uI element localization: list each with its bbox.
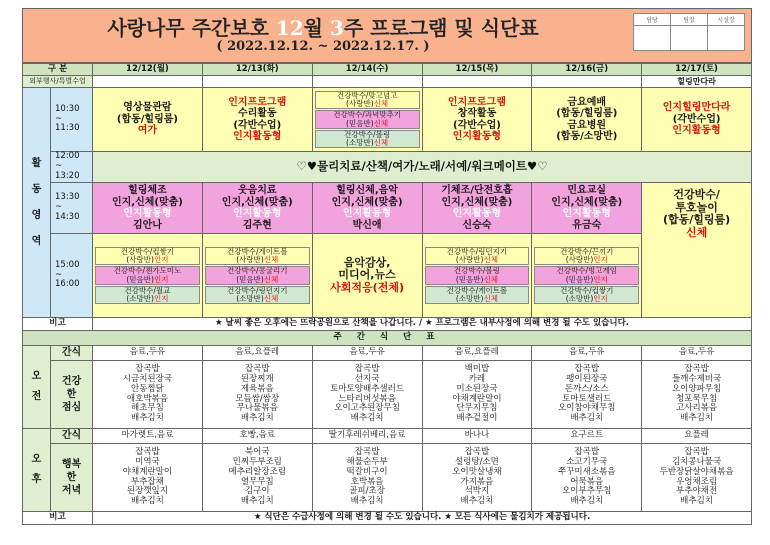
s1-wed-a: 건강박수/맞고넘고 (사랑반)신체 [315,91,420,110]
s3-tue: 웃음치료 인지,신체(맞춤) 인지활동형 김주현 [202,183,312,234]
s1-wed-c: 건강박수/볼링 (소망반)신체 [315,130,420,149]
s4-tue: 건강박수/게이트볼 (사랑반)신체 건강박수/콩굴리기 (믿음반)신체 건강박수/링던지기 (소망반)신체 [202,234,312,318]
s1-sat: 인지힐링만다라 (각반수업) 인지활동형 [642,88,752,152]
dinner-row: 행복 한 저녁 잡곡밥 미역국 야채계란말이 부추잡채 된장깻잎지 배추김치 북어국 민찌두부조림 메추리알장조림 열무무침 김구이 배추김치 잡곡밥 해물순두부 떡갈비구이 호박볶음 골피/초장 배추김치 잡곡밥 설렁탕/소면 오이맛살냉채 가지볶음 석박지 배추김치 잡곡밥 소고기무국 쭈꾸미새소볶음 어묵볶음 오이부추무침 배추김치 잡곡밥 김치콩나물국 두반장닭살야채볶음 우엉채조림 부추야채전 배추김치 [23,444,752,512]
page-title: 사랑나무 주간보호 12월 3주 프로그램 및 식단표 [107,16,539,40]
approval-box: 담당 팀장 시설장 [633,13,745,51]
s1-wed [312,88,422,152]
menu-title-row: 주 간 식 단 표 [23,331,752,346]
date-range: ( 2022.12.12. ~ 2022.12.17. ) [216,39,430,54]
slot-2-row: 12:00 ~ 13:20 ♡♥물리치료/산책/여가/노래/서예/워크메이트♥♡ [23,152,752,183]
title-bar [22,8,752,63]
s1-thu: 인지프로그램 창작활동 (각반수업) 인지활동형 [422,88,532,152]
s2-all: ♡♥물리치료/산책/여가/노래/서예/워크메이트♥♡ [93,152,752,183]
s1-wed-b: 건강박수/과녁맞추기 (믿음반)신체 [315,110,420,129]
outing-row: 외부행사/특별수업 힐링만다라 [23,76,752,88]
menu-note-row: 비고 ★ 식단은 수급사정에 의해 변경 될 수도 있습니다. ★ 모든 식사에는 물김치가 제공됩니다. [23,512,752,525]
slot-1-row: 활 동 영 역 10:30 ~ 11:30 영상물관람 (합동/힐링룸) 여가 인지프로그램 수리활동 (각반수업) 인지활동형 건강박수/맞고넘고 (사랑반)신체 건강박수/과녁맞추기 (믿음반)신체 건강박수/볼링 (소망반)신체 인지프로그램 창작활동 (각반수업) 인지활동형 금요예배 (합동/힐링룸) 금요병원 (합동/소망반) 인지힐링만다라 (각반수업) 인지활동형 [23,88,752,152]
am-snack-row: 오 전 간식 음료,두유 음료,요플레 음료,두유 음료,요플레 음료,두유 음료,두유 [23,346,752,361]
program-note-row: 비고 ★ 날씨 좋은 오후에는 뜨락공원으로 산책을 나갑니다. / ★ 프로그램은 내부사정에 의해 변경 될 수도 있습니다. [23,318,752,331]
s4-fri: 건강박수/끈끼기 (사랑반)인지 건강박수/빙고게임 (믿음반)인지 건강박수/컵쌓기 (소망반)인지 [532,234,642,318]
s1-mon: 영상물관람 (합동/힐링룸) 여가 [93,88,203,152]
lunch-row: 건강 한 점심 잡곡밥 시금치된장국 안동찜닭 애호박볶음 해초무침 배추김치 잡곡밥 된장찌개 제육볶음 모듬쌈/쌈장 무나물볶음 배추김치 잡곡밥 선지국 토마토양배추샐러드 느타리버섯볶음 오이고추된장무침 배추김치 백미밥 카레 미소된장국 야채계란말이 단무지무침 배추겉절이 잡곡밥 팽이된장국 돈까스/소스 토마토샐러드 오이참야채무침 배추김치 잡곡밥 들깨수제비국 오이양파무침 청포묵무침 고사리볶음 배추김치 [23,361,752,429]
s34-sat: 건강박수/ 투호놀이 (합동/힐링룸) 신체 [642,183,752,318]
s3-mon: 힐링체조 인지,신체(맞춤) 인지활동형 김안나 [93,183,203,234]
pm-snack-row: 오 후 간식 마가렛트,음료 호빵,음료 딸기후레쉬베리,음료 바나나 요구르트 요플레 [23,429,752,444]
s3-thu: 기체조/단전호흡 인지,신체(맞춤) 인지활동형 신승숙 [422,183,532,234]
s3-fri: 민요교실 인지,신체(맞춤) 인지활동형 유금숙 [532,183,642,234]
s1-fri: 금요예배 (합동/힐링룸) 금요병원 (합동/소망반) [532,88,642,152]
s3-wed: 힐링신체,음악 인지,신체(맞춤) 인지활동형 박신애 [312,183,422,234]
program-table [22,63,752,525]
s4-wed: 음악감상, 미디어,뉴스 사회적응(전체) [312,234,422,318]
s4-mon: 건강박수/컵쌓기 (사랑반)인지 건강박수/젠가도미노 (믿음반)인지 건강박수/월교 (소망반)인지 [93,234,203,318]
s4-thu: 건강박수/링던지기 (사랑반)신체 건강박수/볼링 (믿음반)신체 건강박수/게이트볼 (소망반)신체 [422,234,532,318]
s1-tue: 인지프로그램 수리활동 (각반수업) 인지활동형 [202,88,312,152]
slot-3-row: 13:30 ~ 14:30 힐링체조 인지,신체(맞춤) 인지활동형 김안나 웃음치료 인지,신체(맞춤) 인지활동형 김주현 힐링신체,음악 인지,신체(맞춤) 인지활동형 박신애 기체조/단전호흡 인지,신체(맞춤) 인지활동형 신승숙 민요교실 인지,신체(맞춤) 인지활동형 유금숙 건강박수/ 투호놀이 (합동/힐링룸) 신체 [23,183,752,234]
header-row: 구 분 12/12(월) 12/13(화) 12/14(수) 12/15(목) 12/16(금) 12/17(토) [23,64,752,76]
slot-4-row: 15:00 ~ 16:00 건강박수/컵쌓기 (사랑반)인지 건강박수/젠가도미노 (믿음반)인지 건강박수/월교 (소망반)인지 건강박수/게이트볼 (사랑반)신체 건강박수/콩굴리기 (믿음반)신체 건강박수/링던지기 (소망반)신체 음악감상, 미디어,뉴스 사회적응(전체) 건강박수/링던지기 (사랑반)신체 건강박수/볼링 (믿음반)신체 건강박수/게이트볼 (소망반)신체 건강박수/끈끼기 (사랑반)인지 건강박수/빙고게임 (믿음반)인지 건강박수/컵쌓기 (소망반)인지 [23,234,752,318]
